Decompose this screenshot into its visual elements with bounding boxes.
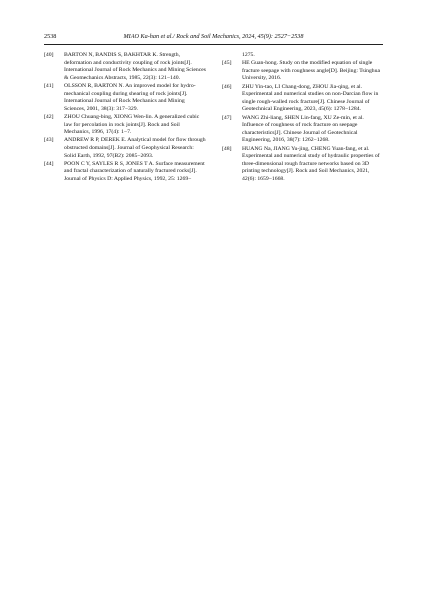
reference-item bbox=[222, 84, 384, 114]
reference-number: [41] bbox=[44, 82, 54, 89]
reference-number: [42] bbox=[44, 113, 54, 120]
reference-text: WANG Zhi-liang, SHEN Lin-fang, XU Ze-min, et al. Influence of roughness of rock fracture on seepage characteristics[J]. Chinese Journal of Geotechnical Engineering, 2016, 38(7): 1262−1268. bbox=[242, 114, 364, 144]
reference-text: POON C Y, SAYLES R S, JONES T A. Surface measurement and fractal characterization of naturally fractured rocks[J]. Journal of Physics D: Applied Physics, 1992, 25: 1269− bbox=[64, 160, 205, 182]
reference-number: [44] bbox=[44, 160, 54, 167]
reference-item bbox=[222, 146, 384, 184]
reference-number: [40] bbox=[44, 52, 54, 58]
reference-text: ANDREW R P, DEREK E. Analytical model for flow through obstructed domains[J]. Journal of Geophysical Research: Solid Earth, 1992, 97(B2): 2085−2093. bbox=[64, 137, 206, 159]
reference-item bbox=[44, 137, 206, 160]
running-title: MIAO Ka-han et al./ Rock and Soil Mechanics, 2024, 45(9): 2527−2538 bbox=[123, 33, 304, 40]
references-right-column bbox=[222, 52, 384, 184]
page-number: 2538 bbox=[44, 33, 57, 40]
reference-text: HE Guan-hong. Study on the modified equation of single fracture seepage with roughness angle[D]. Beijing: Tsinghua University, 2016. bbox=[242, 60, 381, 82]
reference-number: [46] bbox=[222, 83, 232, 90]
reference-number: [47] bbox=[222, 114, 232, 121]
reference-text: OLSSON R, BARTON N. An improved model for hydro-mechanical coupling during shearing of rock joints[J]. International Journal of Rock Mechanics and Mining Sciences, 2001, 38(3): 317−329. bbox=[64, 82, 196, 112]
reference-item bbox=[44, 83, 206, 113]
reference-number: [48] bbox=[222, 145, 232, 152]
reference-item bbox=[44, 114, 206, 137]
reference-item bbox=[222, 60, 384, 83]
reference-continuation: 1275. bbox=[242, 52, 255, 58]
reference-item bbox=[44, 161, 206, 184]
reference-text: HUANG Na, JIANG Yu-jing, CHENG Yuan-fang, et al. Experimental and numerical study of hydraulic properties of three-dimensional rough fracture networks based on 3D printing technology[J]. Rock and Soil Mechanics, 2021, 42(6): 1659−1668. bbox=[242, 145, 380, 182]
reference-text: ZHOU Chuang-bing, XIONG Wen-lin. A generalized cubic law for percolation in rock joints[J]. Rock and Soil Mechanics, 1996, 17(4): 1−7. bbox=[64, 113, 200, 136]
reference-text: BARTON N, BANDIS S, BAKHTAR K. Strength, deformation and conductivity coupling of rock joints[J]. International Journal of Rock Mechanics and Mining Sciences & Geomechanics Abstracts, 1985, 22(3): 121−140. bbox=[64, 52, 206, 81]
reference-number: [45] bbox=[222, 60, 232, 67]
reference-item bbox=[44, 52, 206, 82]
reference-number: [43] bbox=[44, 137, 54, 144]
reference-item bbox=[222, 115, 384, 145]
page-header bbox=[44, 32, 383, 45]
references-left-column bbox=[44, 52, 206, 184]
reference-text: ZHU Yin-tao, LI Chang-dong, ZHOU Jia-qing, et al. Experimental and numerical studies on non-Darcian flow in single rough-walled rock fracture[J]. Chinese Journal of Geotechnical Engineering, 2023, 45(6): 1278−1284. bbox=[242, 83, 379, 113]
